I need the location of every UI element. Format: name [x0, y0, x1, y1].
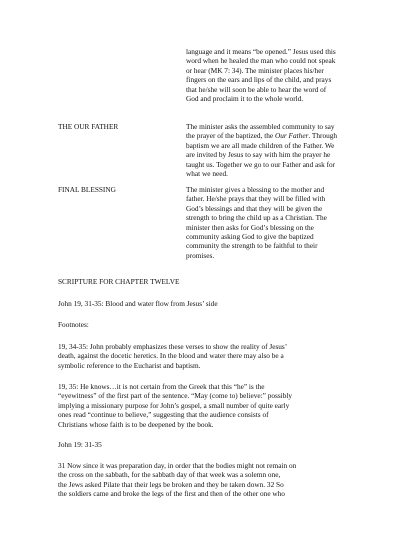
text-line: father. He/she prays that they will be filled with — [186, 194, 326, 204]
final-blessing-term: FINAL BLESSING — [58, 185, 116, 194]
footnotes-label: Footnotes: — [58, 320, 89, 329]
text-line: the cross on the sabbath, for the sabbath day of that week was a solemn one, — [58, 470, 281, 480]
text-line: or hear (MK 7: 34). The minister places his/her — [186, 65, 324, 75]
text-line: ones read “continue to believe,” suggesting that the audience consists of — [58, 410, 269, 420]
text-line: death, against the docetic heretics. In the blood and water there may also be a — [58, 351, 284, 361]
text-line: what we need. — [186, 169, 228, 179]
text-line: the prayer of the baptized, the Our Father. Through — [186, 131, 338, 141]
top-paragraph — [186, 47, 386, 103]
text-line: community the strength to be faithful to their — [186, 241, 318, 251]
text-line: language and it means “be opened.” Jesus used this — [186, 47, 336, 56]
text-line: symbolic reference to the Eucharist and baptism. — [58, 360, 201, 370]
final-blessing-description — [186, 185, 386, 260]
text-line: taught us. Together we go to our Father and ask for — [186, 159, 336, 169]
footnote-1 — [58, 342, 364, 370]
text-line: that he/she will soon be able to hear the word of — [186, 84, 327, 94]
text-line: minister then asks for God’s blessing on the — [186, 222, 314, 232]
text-line: strength to bring the child up as a Christian. The — [186, 213, 327, 223]
text-line: God and proclaim it to the whole world. — [186, 94, 304, 104]
footnote-2 — [58, 382, 364, 429]
text-line: baptism we are all made children of the Father. We — [186, 140, 335, 150]
text-line: The minister gives a blessing to the mother and — [186, 185, 325, 194]
text-line: word when he healed the man who could not speak — [186, 56, 336, 66]
text-line: community asking God to give the baptized — [186, 232, 314, 242]
reference-line: John 19, 31-35: Blood and water flow from Jesus’ side — [58, 299, 218, 308]
scripture-heading: SCRIPTURE FOR CHAPTER TWELVE — [58, 277, 180, 286]
text-line: fingers on the ears and lips of the child, and prays — [186, 75, 332, 85]
text-line: Christians whose faith is to be deepened by the book. — [58, 419, 214, 429]
our-father-title: Our Father — [274, 131, 309, 141]
our-father-description — [186, 122, 386, 178]
text-line: The minister asks the assembled community to say — [186, 122, 335, 131]
text-line: God’s blessings and that they will be given the — [186, 203, 323, 213]
our-father-term: THE OUR FATHER — [58, 122, 119, 131]
scripture-passage — [58, 461, 364, 499]
text-line: the Jews asked Pilate that their legs be broken and they be taken down. 32 So — [58, 479, 284, 489]
passage-reference: John 19: 31-35 — [58, 440, 102, 449]
text-line: promises. — [186, 250, 215, 260]
text-line: are invited by Jesus to say with him the prayer he — [186, 150, 331, 160]
text-line: 19, 35: He knows…it is not certain from the Greek that this “he” is the — [58, 382, 265, 391]
text-line: 31 Now since it was preparation day, in order that the bodies might not remain on — [58, 461, 297, 470]
text-line: the soldiers came and broke the legs of the first and then of the other one who — [58, 489, 285, 499]
text-line: “eyewitness” of the first part of the sentence. “May (come to) believe:” possibly — [58, 391, 293, 401]
text-line: 19, 34-35: John probably emphasizes these verses to show the reality of Jesus’ — [58, 342, 288, 351]
text-line: implying a missionary purpose for John’s gospel, a small number of quite early — [58, 400, 290, 410]
